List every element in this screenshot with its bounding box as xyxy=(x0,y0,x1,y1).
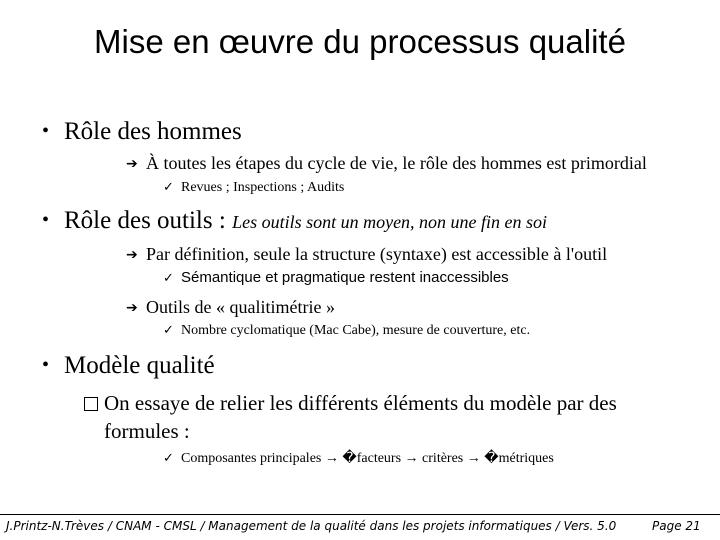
slide-title: Mise en œuvre du processus qualité xyxy=(94,23,626,60)
check-icon: ✓ xyxy=(163,271,174,286)
section-heading: Rôle des hommes xyxy=(64,118,242,145)
footer-credits: J.Printz-N.Trèves / CNAM - CMSL / Management de la qualité dans les projets informatiques / Vers. 5.0 xyxy=(6,519,617,533)
footer-divider xyxy=(0,514,720,515)
item-nombre-cyclomatique xyxy=(163,321,530,341)
item-text: Par définition, seule la structure (syntaxe) est accessible à l'outil xyxy=(146,244,608,264)
item-text-part: Composantes principales xyxy=(181,451,325,466)
item-text-line2: formules : xyxy=(104,419,190,443)
item-text-part: critères xyxy=(418,451,467,466)
item-qualitimetrie xyxy=(126,295,335,320)
section-heading: Modèle qualité xyxy=(64,352,215,379)
item-text: Revues ; Inspections ; Audits xyxy=(181,180,345,195)
check-icon: ✓ xyxy=(163,180,174,195)
section-role-hommes xyxy=(42,116,242,147)
arrow-right-icon: ➔ xyxy=(126,156,138,172)
item-text-line1: On essaye de relier les différents éléments du modèle par des xyxy=(104,391,617,415)
section-heading-italic: Les outils sont un moyen, non une fin en soi xyxy=(232,212,548,232)
check-icon: ✓ xyxy=(163,323,174,338)
item-etapes-cycle xyxy=(126,151,647,176)
checkbox-square-icon xyxy=(84,397,98,411)
item-text-part: �facteurs xyxy=(338,451,405,466)
item-text-part: �métriques xyxy=(480,451,554,466)
arrow-right-icon: ➔ xyxy=(126,300,138,316)
bullet-dot: • xyxy=(42,209,50,231)
page-number: Page 21 xyxy=(652,519,701,533)
item-text: Sémantique et pragmatique restent inaccessibles xyxy=(181,269,509,286)
item-text: Outils de « qualitimétrie » xyxy=(146,297,335,317)
bullet-dot: • xyxy=(42,120,50,142)
bullet-dot: • xyxy=(42,354,50,376)
item-revues xyxy=(163,178,344,198)
arrow-icon: → xyxy=(404,451,419,466)
item-relier-elements xyxy=(84,390,617,417)
item-semantique xyxy=(163,268,509,289)
arrow-icon: → xyxy=(466,451,481,466)
item-composantes xyxy=(163,449,554,469)
section-heading: Rôle des outils : xyxy=(64,207,233,234)
arrow-right-icon: ➔ xyxy=(126,247,138,263)
arrow-icon: → xyxy=(324,451,339,466)
item-definition-structure xyxy=(126,242,607,267)
section-role-outils xyxy=(42,205,547,237)
item-text: Nombre cyclomatique (Mac Cabe), mesure de couverture, etc. xyxy=(181,323,531,338)
item-relier-elements-cont xyxy=(104,418,190,445)
item-text: À toutes les étapes du cycle de vie, le rôle des hommes est primordial xyxy=(146,153,647,173)
section-modele-qualite xyxy=(42,350,215,381)
check-icon: ✓ xyxy=(163,451,174,466)
